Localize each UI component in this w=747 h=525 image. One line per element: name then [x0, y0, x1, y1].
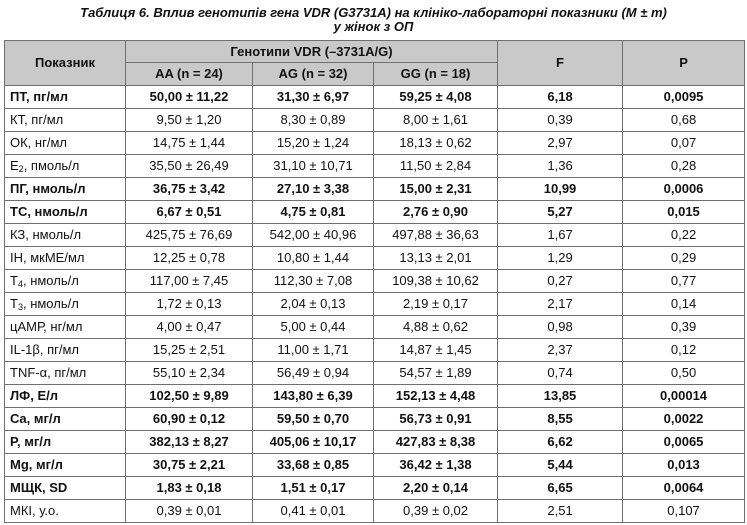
table-row: [5, 132, 745, 155]
p-value-cell: 0,68: [623, 109, 745, 132]
gg-value-cell: 497,88 ± 36,63: [374, 224, 498, 247]
gg-value-cell: 8,00 ± 1,61: [374, 109, 498, 132]
table-row: [5, 201, 745, 224]
indicator-cell: [5, 109, 126, 132]
ag-value-cell: 112,30 ± 7,08: [253, 270, 374, 293]
indicator-label: ОК, нг/мл: [10, 135, 67, 150]
aa-value-cell: 1,83 ± 0,18: [126, 477, 253, 500]
p-value-cell: 0,015: [623, 201, 745, 224]
ag-value-cell: 2,04 ± 0,13: [253, 293, 374, 316]
ag-value-cell: 405,06 ± 10,17: [253, 431, 374, 454]
p-value-cell: 0,013: [623, 454, 745, 477]
indicator-cell: [5, 431, 126, 454]
caption-line-2: у жінок з ОП: [333, 19, 414, 34]
ag-value-cell: 0,41 ± 0,01: [253, 500, 374, 523]
gg-value-cell: 15,00 ± 2,31: [374, 178, 498, 201]
indicator-cell: [5, 385, 126, 408]
p-value-cell: 0,07: [623, 132, 745, 155]
gg-value-cell: 109,38 ± 10,62: [374, 270, 498, 293]
f-value-cell: 0,98: [498, 316, 623, 339]
f-value-cell: 6,62: [498, 431, 623, 454]
p-value-cell: 0,0065: [623, 431, 745, 454]
indicator-label: КЗ, нмоль/л: [10, 227, 82, 242]
aa-value-cell: 1,72 ± 0,13: [126, 293, 253, 316]
indicator-label: ПГ, нмоль/л: [10, 181, 86, 196]
indicator-cell: [5, 132, 126, 155]
table-row: [5, 293, 745, 316]
header-indicator: Показник: [5, 41, 126, 86]
f-value-cell: 13,85: [498, 385, 623, 408]
indicator-unit: , нмоль/л: [22, 296, 79, 311]
indicator-label: IL-1β, пг/мл: [10, 342, 80, 357]
table-row: [5, 408, 745, 431]
indicator-cell: [5, 339, 126, 362]
f-value-cell: 2,17: [498, 293, 623, 316]
indicator-label: TNF-α, пг/мл: [10, 365, 87, 380]
table-row: [5, 86, 745, 109]
aa-value-cell: 382,13 ± 8,27: [126, 431, 253, 454]
gg-value-cell: 2,76 ± 0,90: [374, 201, 498, 224]
p-value-cell: 0,28: [623, 155, 745, 178]
aa-value-cell: 14,75 ± 1,44: [126, 132, 253, 155]
ag-value-cell: 27,10 ± 3,38: [253, 178, 374, 201]
indicator-label: ІН, мкМЕ/мл: [10, 250, 85, 265]
aa-value-cell: 6,67 ± 0,51: [126, 201, 253, 224]
indicator-cell: [5, 270, 126, 293]
f-value-cell: 5,44: [498, 454, 623, 477]
indicator-subscript: 3: [17, 302, 23, 312]
indicator-subscript: 2: [18, 164, 24, 174]
table-row: [5, 362, 745, 385]
indicator-label: P, мг/л: [10, 434, 52, 449]
indicator-cell: [5, 362, 126, 385]
indicator-cell: [5, 316, 126, 339]
header-ag: AG (n = 32): [253, 63, 374, 86]
aa-value-cell: 117,00 ± 7,45: [126, 270, 253, 293]
f-value-cell: 1,67: [498, 224, 623, 247]
gg-value-cell: 56,73 ± 0,91: [374, 408, 498, 431]
gg-value-cell: 36,42 ± 1,38: [374, 454, 498, 477]
ag-value-cell: 15,20 ± 1,24: [253, 132, 374, 155]
f-value-cell: 1,29: [498, 247, 623, 270]
table-row: [5, 431, 745, 454]
ag-value-cell: 59,50 ± 0,70: [253, 408, 374, 431]
ag-value-cell: 11,00 ± 1,71: [253, 339, 374, 362]
p-value-cell: 0,107: [623, 500, 745, 523]
p-value-cell: 0,77: [623, 270, 745, 293]
gg-value-cell: 4,88 ± 0,62: [374, 316, 498, 339]
ag-value-cell: 56,49 ± 0,94: [253, 362, 374, 385]
p-value-cell: 0,14: [623, 293, 745, 316]
table-row: [5, 155, 745, 178]
f-value-cell: 0,39: [498, 109, 623, 132]
ag-value-cell: 31,10 ± 10,71: [253, 155, 374, 178]
gg-value-cell: 14,87 ± 1,45: [374, 339, 498, 362]
ag-value-cell: 10,80 ± 1,44: [253, 247, 374, 270]
indicator-label: ТС, нмоль/л: [10, 204, 88, 219]
f-value-cell: 2,97: [498, 132, 623, 155]
indicator-cell: [5, 224, 126, 247]
table-row: [5, 109, 745, 132]
f-value-cell: 0,27: [498, 270, 623, 293]
ag-value-cell: 1,51 ± 0,17: [253, 477, 374, 500]
header-f: F: [498, 41, 623, 86]
header-p: P: [623, 41, 745, 86]
indicator-unit: , нмоль/л: [22, 273, 79, 288]
indicator-label: КТ, пг/мл: [10, 112, 64, 127]
indicator-cell: [5, 201, 126, 224]
gg-value-cell: 18,13 ± 0,62: [374, 132, 498, 155]
indicator-label: МКІ, у.о.: [10, 503, 59, 518]
table-row: [5, 316, 745, 339]
gg-value-cell: 427,83 ± 8,38: [374, 431, 498, 454]
aa-value-cell: 50,00 ± 11,22: [126, 86, 253, 109]
p-value-cell: 0,0022: [623, 408, 745, 431]
ag-value-cell: 4,75 ± 0,81: [253, 201, 374, 224]
p-value-cell: 0,0006: [623, 178, 745, 201]
table-row: [5, 339, 745, 362]
indicator-cell: [5, 155, 126, 178]
aa-value-cell: 60,90 ± 0,12: [126, 408, 253, 431]
indicator-label: ЛФ, Е/л: [10, 388, 58, 403]
gg-value-cell: 2,19 ± 0,17: [374, 293, 498, 316]
gg-value-cell: 11,50 ± 2,84: [374, 155, 498, 178]
aa-value-cell: 35,50 ± 26,49: [126, 155, 253, 178]
aa-value-cell: 15,25 ± 2,51: [126, 339, 253, 362]
aa-value-cell: 0,39 ± 0,01: [126, 500, 253, 523]
table-row: [5, 270, 745, 293]
indicator-cell: [5, 86, 126, 109]
table-row: [5, 247, 745, 270]
indicator-subscript: 4: [17, 279, 23, 289]
aa-value-cell: 102,50 ± 9,89: [126, 385, 253, 408]
f-value-cell: 0,74: [498, 362, 623, 385]
p-value-cell: 0,22: [623, 224, 745, 247]
indicator-label: цАМР, нг/мл: [10, 319, 83, 334]
indicator-cell: [5, 408, 126, 431]
table-row: [5, 454, 745, 477]
gg-value-cell: 59,25 ± 4,08: [374, 86, 498, 109]
table-caption: [0, 6, 747, 34]
ag-value-cell: 31,30 ± 6,97: [253, 86, 374, 109]
indicator-cell: [5, 178, 126, 201]
indicator-label: ПТ, пг/мл: [10, 89, 68, 104]
ag-value-cell: 5,00 ± 0,44: [253, 316, 374, 339]
indicator-cell: [5, 247, 126, 270]
indicator-unit: , пмоль/л: [23, 158, 80, 173]
f-value-cell: 6,65: [498, 477, 623, 500]
header-genotypes-group: Генотипи VDR (–3731A/G): [126, 41, 498, 63]
p-value-cell: 0,29: [623, 247, 745, 270]
indicator-cell: [5, 293, 126, 316]
f-value-cell: 2,37: [498, 339, 623, 362]
aa-value-cell: 4,00 ± 0,47: [126, 316, 253, 339]
table-body: [5, 86, 745, 523]
p-value-cell: 0,0095: [623, 86, 745, 109]
p-value-cell: 0,0064: [623, 477, 745, 500]
p-value-cell: 0,12: [623, 339, 745, 362]
f-value-cell: 5,27: [498, 201, 623, 224]
header-gg: GG (n = 18): [374, 63, 498, 86]
table-row: [5, 477, 745, 500]
indicator-label: Ca, мг/л: [10, 411, 61, 426]
aa-value-cell: 12,25 ± 0,78: [126, 247, 253, 270]
ag-value-cell: 8,30 ± 0,89: [253, 109, 374, 132]
table-row: [5, 178, 745, 201]
indicator-label: T: [10, 296, 18, 311]
indicator-cell: [5, 500, 126, 523]
results-table: [4, 40, 745, 523]
gg-value-cell: 13,13 ± 2,01: [374, 247, 498, 270]
table-row: [5, 500, 745, 523]
aa-value-cell: 9,50 ± 1,20: [126, 109, 253, 132]
ag-value-cell: 542,00 ± 40,96: [253, 224, 374, 247]
indicator-label: МЩК, SD: [10, 480, 68, 495]
indicator-cell: [5, 454, 126, 477]
aa-value-cell: 55,10 ± 2,34: [126, 362, 253, 385]
gg-value-cell: 54,57 ± 1,89: [374, 362, 498, 385]
indicator-label: Mg, мг/л: [10, 457, 63, 472]
gg-value-cell: 152,13 ± 4,48: [374, 385, 498, 408]
table-row: [5, 224, 745, 247]
indicator-label: E: [10, 158, 19, 173]
f-value-cell: 2,51: [498, 500, 623, 523]
indicator-cell: [5, 477, 126, 500]
aa-value-cell: 30,75 ± 2,21: [126, 454, 253, 477]
p-value-cell: 0,50: [623, 362, 745, 385]
header-aa: AA (n = 24): [126, 63, 253, 86]
p-value-cell: 0,00014: [623, 385, 745, 408]
table-row: [5, 385, 745, 408]
caption-line-1: Таблиця 6. Вплив генотипів гена VDR (G3731A) на клініко-лабораторні показники (M ± m): [80, 5, 667, 20]
aa-value-cell: 36,75 ± 3,42: [126, 178, 253, 201]
f-value-cell: 1,36: [498, 155, 623, 178]
indicator-label: T: [10, 273, 18, 288]
aa-value-cell: 425,75 ± 76,69: [126, 224, 253, 247]
gg-value-cell: 2,20 ± 0,14: [374, 477, 498, 500]
ag-value-cell: 33,68 ± 0,85: [253, 454, 374, 477]
f-value-cell: 8,55: [498, 408, 623, 431]
gg-value-cell: 0,39 ± 0,02: [374, 500, 498, 523]
f-value-cell: 6,18: [498, 86, 623, 109]
f-value-cell: 10,99: [498, 178, 623, 201]
p-value-cell: 0,39: [623, 316, 745, 339]
ag-value-cell: 143,80 ± 6,39: [253, 385, 374, 408]
